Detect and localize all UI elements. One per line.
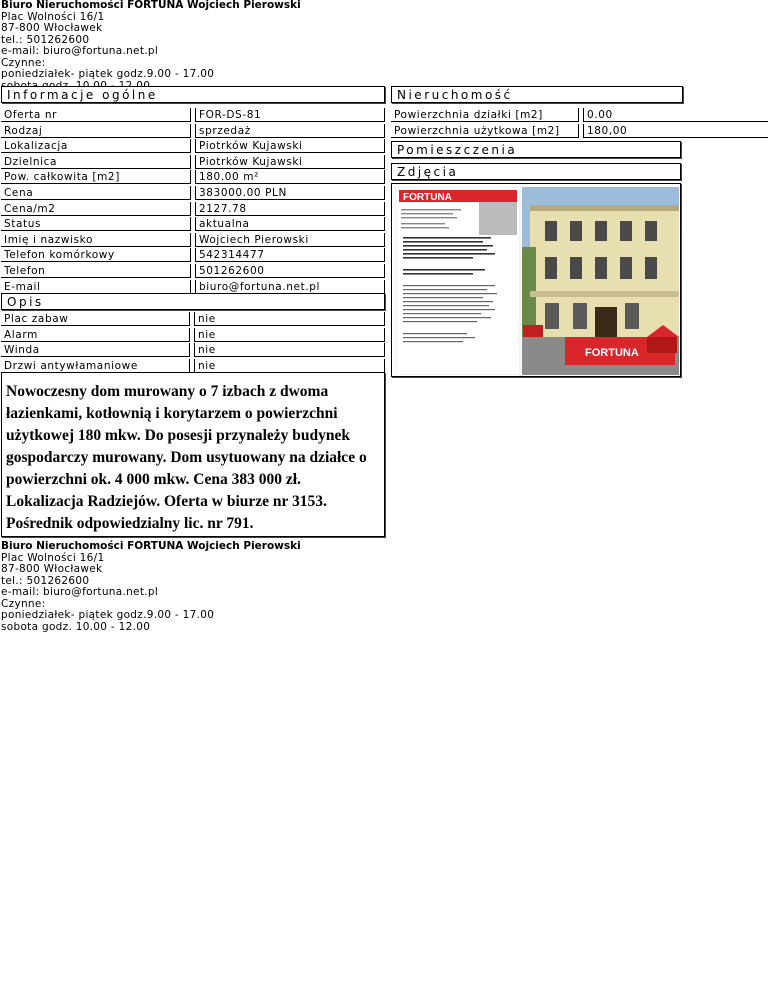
row-label: Cena/m2 [1, 202, 191, 216]
agency-email: e-mail: biuro@fortuna.net.pl [1, 586, 159, 598]
description-text: Nowoczesny dom murowany o 7 izbach z dwoma łazienkami, kotłownią i korytarzem o powierzchni użytkowej 180 mkw. Do posesji przynależy budynek gospodarczy murowany. Dom usytuowany na działce o powierzchni ok. 4 000 mkw. Cena 383 000 zł. Lokalizacja Radziejów. Oferta w biurze nr 3153. Pośrednik odpowiedzialny lic. nr 791. [6, 383, 367, 532]
row-label: Alarm [1, 328, 190, 342]
row-label: Rodzaj [1, 124, 191, 138]
table-row [1, 343, 387, 358]
row-label: Powierzchnia użytkowa [m2] [391, 124, 579, 138]
row-label: Plac zabaw [1, 312, 190, 326]
table-row [1, 217, 387, 232]
agency-city: 87-800 Włocławek [1, 22, 103, 34]
opening-label: Czynne: [1, 597, 46, 610]
section-opis-title: Opis [1, 293, 385, 310]
agency-name: Biuro Nieruchomości FORTUNA Wojciech Pierowski [1, 540, 301, 552]
row-label: Dzielnica [1, 155, 191, 169]
table-row [1, 108, 387, 123]
table-row [1, 186, 387, 201]
row-value: Wojciech Pierowski [195, 233, 385, 247]
property-table [391, 108, 768, 139]
table-row [1, 248, 387, 263]
logo-text: FORTUNA [403, 192, 452, 203]
property-photo[interactable] [395, 187, 679, 375]
row-value[interactable]: biuro@fortuna.net.pl [195, 280, 385, 294]
row-value: 383000.00 PLN [195, 186, 385, 200]
row-label: Status [1, 217, 191, 231]
agency-phone: tel.: 501262600 [1, 33, 90, 46]
row-label: Imię i nazwisko [1, 233, 191, 247]
table-row [1, 202, 387, 217]
agency-name: Biuro Nieruchomości FORTUNA Wojciech Pierowski [1, 0, 301, 11]
row-value: nie [194, 328, 385, 342]
section-rooms-title: Pomieszczenia [391, 141, 681, 158]
opis-table [1, 312, 387, 374]
agency-email: e-mail: biuro@fortuna.net.pl [1, 45, 159, 57]
row-value: Piotrków Kujawski [195, 139, 385, 153]
row-label: Cena [1, 186, 191, 200]
section-property-title: Nieruchomość [391, 86, 683, 103]
row-label: Telefon komórkowy [1, 248, 191, 262]
info-table [1, 108, 387, 295]
row-value: 2127.78 [195, 202, 385, 216]
table-row [1, 312, 387, 327]
agency-phone: tel.: 501262600 [1, 574, 90, 587]
description-box [1, 372, 385, 537]
table-row [391, 108, 768, 123]
table-row [1, 139, 387, 154]
section-photos-title: Zdjęcia [391, 163, 681, 180]
table-row [1, 233, 387, 248]
opening-hours-saturday: sobota godz. 10.00 - 12.00 [1, 620, 151, 633]
table-row [1, 264, 387, 279]
row-value: 542314477 [195, 248, 385, 262]
row-label: Pow. całkowita [m2] [1, 170, 191, 184]
header-contact [1, 0, 301, 92]
row-value: sprzedaż [195, 124, 385, 138]
sign-text: FORTUNA [585, 347, 639, 359]
row-value: 180.00 m² [195, 170, 385, 184]
table-row [1, 170, 387, 185]
row-label: Oferta nr [1, 108, 191, 122]
opening-hours-weekday: poniedziałek- piątek godz.9.00 - 17.00 [1, 68, 215, 80]
row-label: E-mail [1, 280, 191, 294]
table-row [1, 328, 387, 343]
agency-street: Plac Wolności 16/1 [1, 551, 105, 564]
row-value: 501262600 [195, 264, 385, 278]
section-info-title: Informacje ogólne [1, 86, 385, 103]
agency-city: 87-800 Włocławek [1, 563, 103, 575]
row-value: FOR-DS-81 [195, 108, 385, 122]
row-label: Powierzchnia działki [m2] [391, 108, 579, 122]
row-label: Lokalizacja [1, 139, 191, 153]
opening-label: Czynne: [1, 56, 46, 69]
row-value: nie [194, 312, 385, 326]
row-value: aktualna [195, 217, 385, 231]
photos-box [391, 183, 681, 377]
table-row [1, 124, 387, 139]
row-value: nie [194, 343, 385, 357]
table-row [391, 124, 768, 139]
row-value: Piotrków Kujawski [195, 155, 385, 169]
opening-hours-weekday: poniedziałek- piątek godz.9.00 - 17.00 [1, 609, 215, 621]
agency-street: Plac Wolności 16/1 [1, 10, 105, 23]
row-value: 0.00 [583, 108, 768, 122]
row-label: Telefon [1, 264, 191, 278]
footer-contact [1, 541, 301, 633]
table-row [1, 155, 387, 170]
row-label: Winda [1, 343, 190, 357]
row-value: 180,00 [583, 124, 768, 138]
row-label: Drzwi antywłamaniowe [1, 359, 190, 373]
row-value: nie [194, 359, 385, 373]
